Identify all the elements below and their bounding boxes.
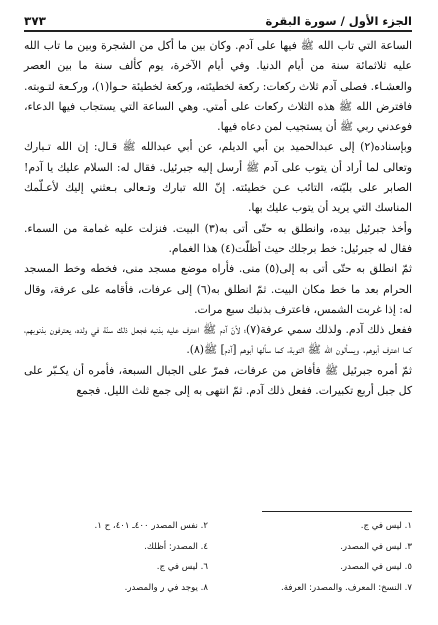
footnotes bbox=[24, 517, 412, 598]
paragraph: ثمّ انطلق به حتّى أتى به إلى(٥) منى. فأراه موضع مسجد منى، فخطه وخط المسجد الحرام بعد ما خط مكان البيت. ثمّ انطلق به(٦) إلى عرفات، فأقامه على عرفة، وقال له: إذا غربت الشمس، فاعترف بذنبك سبع مرات. bbox=[24, 262, 412, 316]
footnote: ٥. ليس في المصدر. bbox=[340, 562, 412, 572]
paragraph: وبإسناده(٢) إلى عبدالحميد بن أبي الديلم، عن أبي عبدالله ﷺ قـال: إن الله تـبارك وتعالى لما أراد أن يتوب على آدم ﷺ أرسل إليه جبرئيل. فقال له: السلام عليك يا آدم! الصابر على بليّته، التائب عـن خطيئته. إنّ الله تبارك وتـعالى بـعثني إليك لأعـلّمك المناسك التي يريد أن يتوب عليك بها. bbox=[24, 140, 412, 215]
footnote: ٨. يوجد في ر والمصدر. bbox=[124, 582, 208, 593]
footnote: ٢. نفس المصدر ٤٠٠ـ ٤٠١، ح ١. bbox=[94, 521, 208, 531]
page-number: ٣٧٣ bbox=[24, 14, 46, 28]
paragraph: وأخذ جبرئيل بيده، وانطلق به حتّى أتى به(٣) البيت. فنزلت عليه غمامة من السماء. فقال له جبرئيل: خط برجلك حيث أظلّت(٤) هذا الغمام. bbox=[24, 221, 412, 255]
chapter-title: الجزء الأول / سورة البقرة bbox=[265, 14, 412, 28]
paragraph: ففعل ذلك آدم. ولذلك سمي عرفة(٧)؛ لأنّ آدم ﷺ اعترف عليه بذنبه فجعل ذلك سنّة في ولده، يعترفون بذنوبهم، كما اعترف أبوهم. ويسألون الله ﷺ التوبة، كما سألها أبوهم [آدم] ﷺ(٨). bbox=[24, 323, 412, 357]
footnote: ١. ليس في ج. bbox=[360, 521, 412, 531]
paragraph: ثمّ أمره جبرئيل ﷺ فأفاض من عرفات، فمرّ على الجبال السبعة، فأمره أن يكـبّر على كل جبل أربع تكبيرات. ففعل ذلك آدم. ثمّ انتهى به إلى جمع ثلث الليل. فجمع bbox=[24, 363, 412, 398]
paragraph: الساعة التي تاب الله ﷺ فيها على آدم. وكان بين ما أكل من الشجرة وبين ما تاب الله عليه ثلاثمائة سنة من أيام الدنيا. وفي أيام الآخرة، يوم كألف سنة ما بين العصر والعشـاء. فصلى آدم ثلاث ركعات: ركعة لخطيئته، وركعة لخطيئة حـوا(١)، وركـعة لتـوبته. فافترض الله ﷺ هذه الثلاث ركعات على أمتي. وهي الساعة التي يستجاب فيها الدعاء، فوعدني ربي ﷺ أن يستجيب لمن دعاه فيها. bbox=[24, 39, 412, 134]
running-header bbox=[24, 8, 412, 28]
footnote: ٧. النسخ: المعرف. والمصدر: العرفة. bbox=[281, 582, 412, 593]
header-rule bbox=[24, 30, 412, 32]
footnote: ٤. المصدر: أظلك. bbox=[144, 541, 208, 552]
footnote: ٦. ليس في ج. bbox=[156, 562, 208, 572]
footnote-separator bbox=[262, 511, 412, 512]
main-text bbox=[24, 36, 412, 401]
footnote: ٣. ليس في المصدر. bbox=[340, 541, 412, 552]
